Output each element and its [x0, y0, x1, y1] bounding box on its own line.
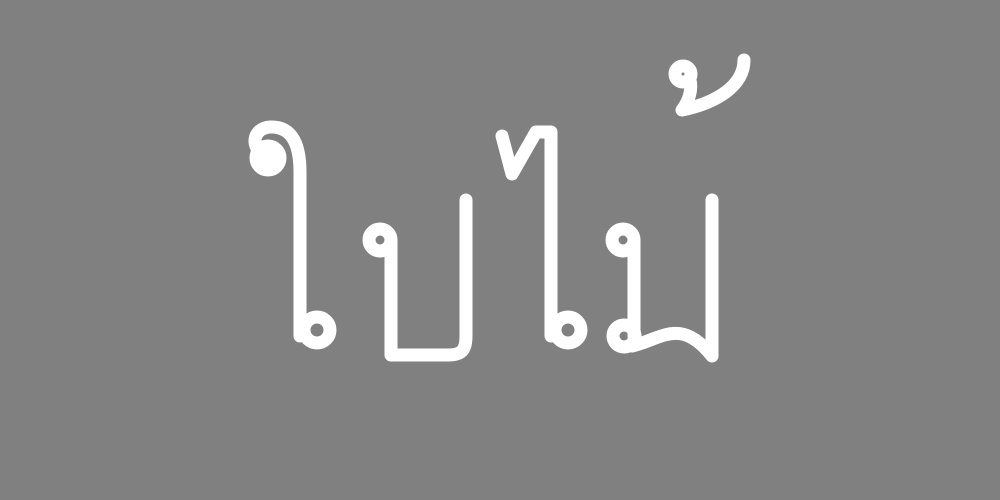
glyph-mai-tho: [675, 60, 744, 110]
glyph-mo-ma: [612, 200, 712, 356]
glyph-sara-ai-maimuan: [255, 127, 330, 343]
glyph-bo-baimai: [369, 200, 466, 355]
glyph-sara-ai-maimalai: [502, 132, 581, 343]
